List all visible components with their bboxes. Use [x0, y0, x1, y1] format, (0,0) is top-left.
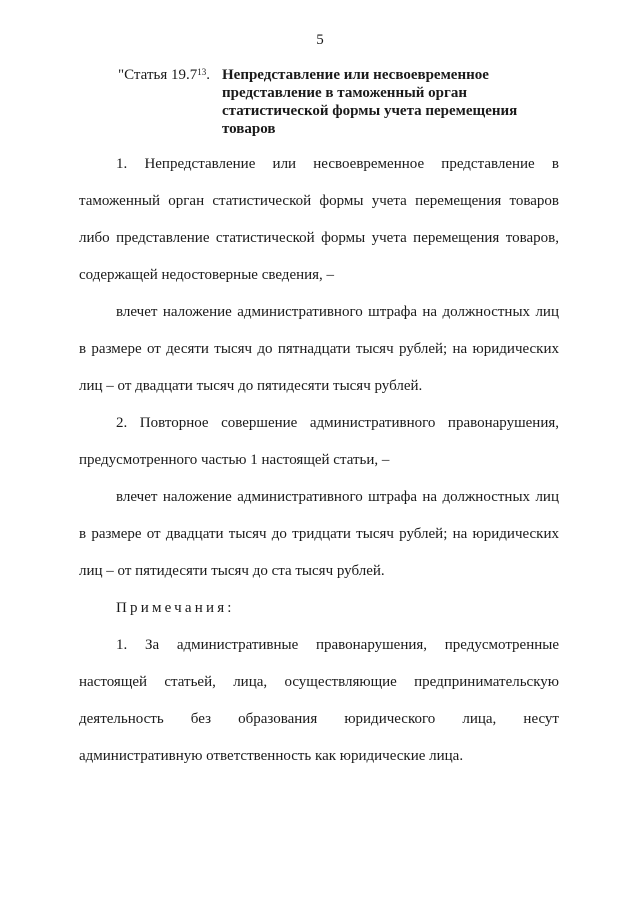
paragraph-penalty-1: влечет наложение административного штрафа на должностных лиц в размере от десяти тысяч до пятнадцати тысяч рублей; на юридических лиц – от двадцати тысяч до пятидесяти тысяч рублей. — [79, 304, 559, 394]
article-label-suffix: . — [206, 67, 210, 83]
notes-heading: Примечания: — [116, 600, 235, 616]
page-number: 5 — [316, 32, 324, 48]
article-body — [79, 146, 559, 775]
note-item-1: 1. За административные правонарушения, предусмотренные настоящей статьей, лица, осуществляющие предпринимательскую деятельность без образования юридического лица, несут административную ответственность как юридические лица. — [79, 637, 559, 764]
article-title: Непредставление или несвоевременное представление в таможенный орган статистической формы учета перемещения товаров — [222, 67, 518, 137]
paragraph-penalty-2: влечет наложение административного штрафа на должностных лиц в размере от двадцати тысяч до тридцати тысяч рублей; на юридических лиц – от пятидесяти тысяч до ста тысяч рублей. — [79, 489, 559, 579]
paragraph-part-2: 2. Повторное совершение административного правонарушения, предусмотренного частью 1 настоящей статьи, – — [79, 415, 559, 468]
article-label — [118, 66, 210, 84]
article-label-text: "Статья 19.7 — [118, 67, 198, 83]
article-label-superscript: 13 — [197, 67, 207, 77]
paragraph-part-1: 1. Непредставление или несвоевременное представление в таможенный орган статистической формы учета перемещения товаров либо представление статистической формы учета перемещения товаров, содержащей недостоверные сведения, – — [79, 156, 559, 283]
